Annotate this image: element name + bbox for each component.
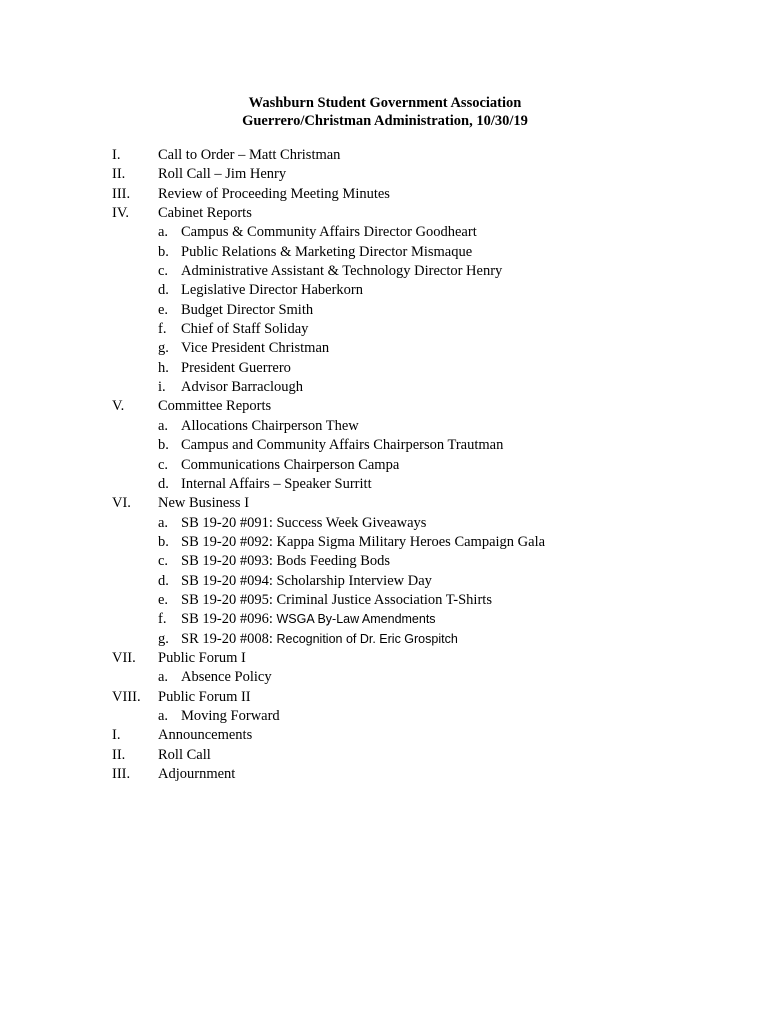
item-number: II. bbox=[112, 746, 126, 763]
sub-item-text: Advisor Barraclough bbox=[181, 379, 304, 396]
item-text: Committee Reports bbox=[158, 398, 272, 415]
sub-item bbox=[0, 281, 770, 300]
sub-item-letter: b. bbox=[158, 437, 169, 454]
sub-item bbox=[0, 417, 770, 436]
item-text: Roll Call – Jim Henry bbox=[158, 166, 287, 183]
sub-item bbox=[0, 436, 770, 455]
sub-item-text: President Guerrero bbox=[181, 359, 291, 376]
item-number: V. bbox=[112, 398, 125, 415]
agenda-item-new-business bbox=[0, 494, 770, 513]
item-number: I. bbox=[112, 147, 121, 163]
bill-number: SB 19-20 #096: bbox=[181, 611, 277, 628]
agenda-item-announcements bbox=[0, 726, 770, 745]
sub-item-letter: g. bbox=[158, 340, 169, 357]
item-text: Public Forum I bbox=[158, 649, 246, 666]
sub-item bbox=[0, 514, 770, 533]
sub-item bbox=[0, 223, 770, 242]
sub-item bbox=[0, 475, 770, 494]
sub-item-letter: c. bbox=[158, 553, 169, 570]
sub-item bbox=[0, 707, 770, 726]
item-number: VIII. bbox=[112, 688, 141, 705]
sub-item-text: Vice President Christman bbox=[181, 340, 330, 357]
sub-item-letter: d. bbox=[158, 282, 169, 299]
item-number: III. bbox=[112, 185, 131, 202]
sub-item-text: SB 19-20 #093: Bods Feeding Bods bbox=[181, 553, 391, 570]
sub-item bbox=[0, 359, 770, 378]
sub-item-letter: a. bbox=[158, 417, 169, 434]
sub-item-letter: a. bbox=[158, 224, 169, 241]
sub-item bbox=[0, 668, 770, 687]
sub-item-letter: a. bbox=[158, 669, 169, 686]
sub-item-text: SB 19-20 #094: Scholarship Interview Day bbox=[181, 572, 432, 589]
sub-item bbox=[0, 591, 770, 610]
item-text: Announcements bbox=[158, 727, 253, 744]
sub-item-text: SB 19-20 #091: Success Week Giveaways bbox=[181, 514, 427, 531]
item-text: Cabinet Reports bbox=[158, 205, 252, 222]
agenda-item-public-forum-2 bbox=[0, 688, 770, 707]
sub-item-letter: h. bbox=[158, 359, 169, 376]
agenda-item-review-minutes bbox=[0, 185, 770, 204]
item-number: III. bbox=[112, 766, 131, 782]
sub-item-text: Communications Chairperson Campa bbox=[181, 456, 400, 473]
sub-item-text: Absence Policy bbox=[181, 669, 272, 686]
sub-item-letter: a. bbox=[158, 514, 169, 531]
bill-title: WSGA By-Law Amendments bbox=[276, 612, 436, 627]
sub-item bbox=[0, 320, 770, 339]
sub-item-text: Legislative Director Haberkorn bbox=[181, 282, 363, 299]
sub-item bbox=[0, 456, 770, 475]
sub-item-letter: b. bbox=[158, 533, 169, 550]
sub-item-letter: b. bbox=[158, 243, 169, 260]
sub-item-letter: c. bbox=[158, 456, 169, 473]
document-title: Washburn Student Government Association bbox=[248, 95, 522, 111]
sub-item-letter: i. bbox=[158, 379, 166, 396]
item-number: IV. bbox=[112, 205, 130, 222]
sub-item bbox=[0, 572, 770, 591]
sub-item-text: Administrative Assistant & Technology Director Henry bbox=[181, 263, 503, 280]
sub-item bbox=[0, 630, 770, 649]
sub-item-text: Moving Forward bbox=[181, 707, 280, 724]
agenda-item-cabinet-reports bbox=[0, 204, 770, 223]
bill-title: Recognition of Dr. Eric Grospitch bbox=[276, 631, 458, 646]
sub-item-text: Campus & Community Affairs Director Goodheart bbox=[181, 224, 477, 241]
sub-item bbox=[0, 262, 770, 281]
sub-item bbox=[0, 243, 770, 262]
agenda-item-roll-call-final bbox=[0, 746, 770, 765]
agenda-item-call-to-order bbox=[0, 146, 770, 165]
item-number: VI. bbox=[112, 495, 131, 512]
sub-item-letter: d. bbox=[158, 475, 169, 492]
sub-item-text: SB 19-20 #095: Criminal Justice Association T-Shirts bbox=[181, 591, 492, 608]
sub-item bbox=[0, 378, 770, 397]
sub-item-text: Allocations Chairperson Thew bbox=[181, 417, 359, 434]
document-subtitle: Guerrero/Christman Administration, 10/30/19 bbox=[242, 113, 528, 129]
item-number: II. bbox=[112, 166, 126, 183]
sub-item-text bbox=[181, 630, 458, 649]
sub-item-letter: e. bbox=[158, 301, 169, 318]
sub-item-letter: f. bbox=[158, 611, 167, 628]
agenda-item-adjournment bbox=[0, 765, 770, 784]
agenda-item-roll-call bbox=[0, 165, 770, 184]
agenda-item-public-forum-1 bbox=[0, 649, 770, 668]
sub-item bbox=[0, 610, 770, 629]
sub-item bbox=[0, 533, 770, 552]
sub-item bbox=[0, 552, 770, 571]
sub-item-letter: f. bbox=[158, 321, 167, 338]
sub-item-text: Internal Affairs – Speaker Surritt bbox=[181, 475, 372, 492]
item-number: VII. bbox=[112, 649, 136, 666]
item-text: Public Forum II bbox=[158, 688, 251, 705]
sub-item bbox=[0, 301, 770, 320]
sub-item-letter: g. bbox=[158, 630, 169, 647]
sub-item bbox=[0, 339, 770, 358]
sub-item-text: Campus and Community Affairs Chairperson Trautman bbox=[181, 437, 504, 454]
sub-item-letter: c. bbox=[158, 263, 169, 280]
sub-item-letter: e. bbox=[158, 591, 169, 608]
agenda-item-committee-reports bbox=[0, 397, 770, 416]
item-number: I. bbox=[112, 727, 121, 744]
sub-item-text: Budget Director Smith bbox=[181, 301, 314, 318]
agenda-list bbox=[0, 146, 770, 784]
item-text: Call to Order – Matt Christman bbox=[158, 147, 341, 163]
sub-item-text: Public Relations & Marketing Director Mismaque bbox=[181, 243, 473, 260]
sub-item-letter: d. bbox=[158, 572, 169, 589]
sub-item-text bbox=[181, 610, 436, 629]
item-text: Review of Proceeding Meeting Minutes bbox=[158, 185, 390, 202]
sub-item-text: SB 19-20 #092: Kappa Sigma Military Heroes Campaign Gala bbox=[181, 533, 546, 550]
item-text: New Business I bbox=[158, 495, 250, 512]
item-text: Roll Call bbox=[158, 746, 211, 763]
bill-number: SR 19-20 #008: bbox=[181, 630, 277, 647]
item-text: Adjournment bbox=[158, 766, 236, 782]
sub-item-text: Chief of Staff Soliday bbox=[181, 321, 309, 338]
sub-item-letter: a. bbox=[158, 707, 169, 724]
